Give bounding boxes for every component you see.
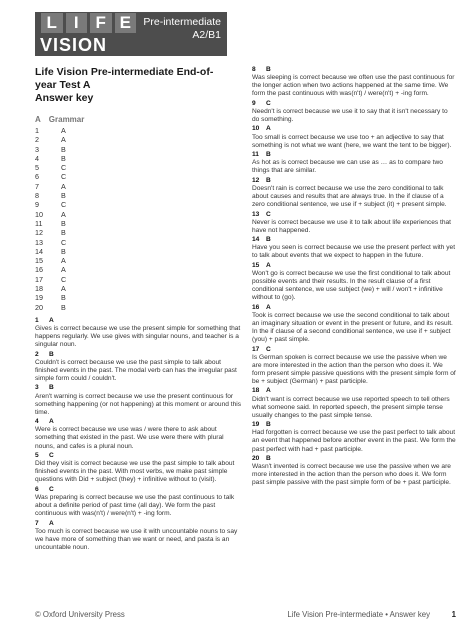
answer-header <box>35 486 245 494</box>
answer-letter: A <box>266 261 271 269</box>
page-number: 1 <box>451 610 456 619</box>
answer-letter: A <box>49 519 54 527</box>
grid-answer: A <box>61 265 66 275</box>
answer-header <box>252 346 456 354</box>
answer-explanation <box>35 317 245 349</box>
answer-header <box>35 351 245 359</box>
answer-explanation <box>35 418 245 450</box>
left-explanations <box>35 317 245 552</box>
answer-header <box>252 125 456 133</box>
question-number: 19 <box>252 421 260 429</box>
grid-answer: B <box>61 191 66 201</box>
answer-letter: A <box>266 125 271 133</box>
answer-header <box>35 520 245 528</box>
grid-answer: C <box>61 172 67 182</box>
answer-grid <box>35 126 245 312</box>
copyright: © Oxford University Press <box>35 610 125 619</box>
answer-header <box>35 418 245 426</box>
grid-number: 17 <box>35 274 43 284</box>
explanation-text: Doesn't rain is correct because we use the zero conditional to talk about causes and results that are always true. In the if clause of a zero conditional sentence, we use if + subject (it) + present simple. <box>252 184 447 209</box>
answer-explanation <box>252 66 456 98</box>
level-line1: Pre-intermediate <box>143 16 221 28</box>
grid-answer: B <box>61 218 66 228</box>
grid-answer: B <box>61 144 66 154</box>
grid-answer: A <box>61 256 66 266</box>
grid-number: 5 <box>35 163 39 173</box>
explanation-text: Did they visit is correct because we use the past simple to talk about finished events in the past. With most verbs, we make past simple questions with Did + subject (they) + infinitive without to (visit). <box>35 460 235 484</box>
grid-number: 20 <box>35 302 43 312</box>
answer-header <box>252 211 456 219</box>
answer-explanation <box>252 100 456 124</box>
logo-letter: E <box>115 13 137 33</box>
answer-explanation <box>252 346 456 386</box>
answer-letter: B <box>266 151 271 159</box>
question-number: 14 <box>252 236 260 244</box>
explanation-text: Wasn't invented is correct because we use the passive when we are more interested in the action than the person who does it. We form past simple passive with the past simple form of be + past participle. <box>252 463 451 487</box>
explanation-text: Needn't is correct because we use it to say that it isn't necessary to do something. <box>252 107 448 123</box>
explanation-text: Couldn't is correct because we use the past simple to talk about finished events in the past. The modal verb can has the irregular past simple form could / couldn't. <box>35 358 237 382</box>
answer-header <box>252 177 456 185</box>
answer-header <box>35 317 245 325</box>
header-banner <box>35 12 227 56</box>
answer-letter: C <box>49 452 54 459</box>
answer-explanation <box>35 486 245 518</box>
answer-explanation <box>35 452 245 484</box>
question-number: 20 <box>252 455 260 462</box>
grid-answer: A <box>61 284 66 294</box>
answer-header <box>252 304 456 312</box>
grid-number: 8 <box>35 191 39 201</box>
question-number: 10 <box>252 125 260 133</box>
question-number: 12 <box>252 176 260 184</box>
explanation-text: Never is correct because we use it to talk about life experiences that have not happened. <box>252 218 452 234</box>
grid-number: 9 <box>35 200 39 210</box>
answer-header <box>252 262 456 270</box>
answer-letter: A <box>266 387 271 395</box>
section-letter: A <box>35 115 41 124</box>
answer-explanation <box>252 387 456 419</box>
grid-answer: B <box>61 228 66 238</box>
section-name: Grammar <box>48 115 85 124</box>
answer-explanation <box>252 125 456 149</box>
answer-explanation <box>252 262 456 302</box>
explanation-text: Is German spoken is correct because we use the passive when we are more interested in the action than the person who does it. We form present simple passive questions with the present simple form of be + subject (German) + past participle. <box>252 353 456 385</box>
answer-header <box>252 100 456 108</box>
answer-header <box>252 455 456 463</box>
grid-number: 18 <box>35 284 43 294</box>
grid-answer: B <box>61 246 66 256</box>
logo-vision: VISION <box>40 35 108 55</box>
logo-letter: L <box>41 13 63 33</box>
grid-number: 2 <box>35 135 39 145</box>
answer-letter: B <box>49 350 54 358</box>
grid-answer: C <box>61 237 67 247</box>
title-line: Answer key <box>35 92 94 104</box>
answer-header <box>252 236 456 244</box>
logo-letter: F <box>90 13 112 33</box>
question-number: 2 <box>35 350 39 358</box>
answer-explanation <box>35 351 245 383</box>
document-title <box>35 66 245 105</box>
answer-letter: A <box>49 418 54 426</box>
question-number: 9 <box>252 99 256 107</box>
question-number: 18 <box>252 387 260 395</box>
explanation-text: Was sleeping is correct because we often use the past continuous for the longer action when two actions happened at the same time. We form the past continuous with was(n't) / were(n't) + -ing form. <box>252 74 455 98</box>
grid-answer: C <box>61 163 67 173</box>
grid-answer: B <box>61 293 66 303</box>
answer-letter: B <box>49 384 54 392</box>
answer-letter: B <box>266 236 271 244</box>
grid-answer: B <box>61 302 66 312</box>
grid-number: 11 <box>35 218 43 228</box>
answer-header <box>252 421 456 429</box>
grid-answer: A <box>61 209 66 219</box>
answer-letter: C <box>49 485 54 493</box>
logo-letter: I <box>66 13 88 33</box>
grid-number: 6 <box>35 172 39 182</box>
explanation-text: Won't go is correct because we use the first conditional to talk about possible events and their results. In the result clause of a first conditional sentence, we use subject (we) + will / won't + infinitive without to (go). <box>252 269 451 302</box>
grid-answer: B <box>61 153 66 163</box>
question-number: 3 <box>35 384 39 392</box>
answer-explanation <box>252 177 456 209</box>
grid-number: 16 <box>35 265 43 275</box>
answer-letter: C <box>266 210 271 218</box>
grid-number: 14 <box>35 246 43 256</box>
answer-explanation <box>252 455 456 487</box>
answer-explanation <box>252 151 456 175</box>
title-line: year Test A <box>35 79 91 91</box>
grid-number: 15 <box>35 256 43 266</box>
grid-answer: C <box>61 274 67 284</box>
question-number: 5 <box>35 452 39 459</box>
answer-explanation <box>252 421 456 453</box>
explanation-text: Have you seen is correct because we use the present perfect with yet to talk about events that we expect to happen in the future. <box>252 244 456 260</box>
question-number: 7 <box>35 519 39 527</box>
grid-number: 10 <box>35 209 43 219</box>
explanation-text: As hot as is correct because we can use as … as to compare two things that are similar. <box>252 159 443 175</box>
grid-number: 1 <box>35 126 39 135</box>
explanation-text: Didn't want is correct because we use reported speech to tell others what someone said. In reported speech, the present simple tense usually changes to the past simple tense. <box>252 395 450 419</box>
answer-letter: B <box>266 421 271 429</box>
question-number: 8 <box>252 66 256 73</box>
explanation-text: Too small is correct because we use too + an adjective to say that something is not what we want (here, we want the tent to be bigger). <box>252 133 452 149</box>
grid-answer: C <box>61 200 67 210</box>
section-heading <box>35 115 245 124</box>
explanation-text: Took is correct because we use the second conditional to talk about an imaginary situation or event in the present or future, and its result. In the if clause of a second conditional sentence, we use if + subject (you) + past simple. <box>252 311 453 344</box>
question-number: 6 <box>35 485 39 493</box>
answer-header <box>252 66 456 74</box>
grid-answer: A <box>61 181 66 191</box>
question-number: 1 <box>35 316 39 324</box>
grid-answer: A <box>61 126 66 135</box>
left-column <box>35 66 245 553</box>
question-number: 17 <box>252 345 260 353</box>
answer-letter: A <box>266 303 271 311</box>
answer-letter: C <box>266 99 271 107</box>
footer-product: Life Vision Pre-intermediate • Answer key <box>287 610 430 619</box>
question-number: 11 <box>252 151 259 159</box>
answer-letter: A <box>49 316 54 324</box>
question-number: 4 <box>35 418 39 426</box>
grid-answer: A <box>61 135 66 145</box>
level-label <box>143 16 221 42</box>
answer-letter: B <box>266 176 271 184</box>
grid-number: 4 <box>35 153 39 163</box>
answer-explanation <box>35 520 245 552</box>
explanation-text: Were is correct because we use was / were there to ask about something that existed in the past. We use were there with plural nouns, and cafes is a plural noun. <box>35 426 224 450</box>
right-column <box>252 66 456 489</box>
logo-life <box>41 13 139 35</box>
explanation-text: Too much is correct because we use it with uncountable nouns to say we have more of something than we want or need, and pasta is an uncountable noun. <box>35 527 238 551</box>
grid-number: 13 <box>35 237 43 247</box>
answer-explanation <box>252 236 456 260</box>
answer-header <box>35 384 245 392</box>
level-line2: A2/B1 <box>192 29 221 41</box>
grid-number: 3 <box>35 144 39 154</box>
answer-letter: C <box>266 345 271 353</box>
answer-header <box>252 387 456 395</box>
answer-letter: B <box>266 66 271 73</box>
question-number: 15 <box>252 261 260 269</box>
grid-number: 7 <box>35 181 39 191</box>
title-line: Life Vision Pre-intermediate End-of- <box>35 66 214 78</box>
explanation-text: Was preparing is correct because we use the past continuous to talk about a definite period of past time (all day). We form the past continuous with was(n't) / were(n't) + -ing form. <box>35 493 235 518</box>
answer-header <box>35 452 245 460</box>
answer-header <box>252 151 456 159</box>
explanation-text: Aren't warning is correct because we use the present continuous for something happening (or not happening) at this moment or around this time. <box>35 392 241 416</box>
question-number: 16 <box>252 303 260 311</box>
grid-number: 12 <box>35 228 43 238</box>
grid-number: 19 <box>35 293 43 303</box>
question-number: 13 <box>252 210 260 218</box>
answer-explanation <box>35 384 245 416</box>
explanation-text: Gives is correct because we use the present simple for something that happens regularly. We use gives with singular nouns, and teacher is a singular noun. <box>35 325 241 349</box>
explanation-text: Had forgotten is correct because we use the past perfect to talk about an event that happened before another event in the past. We form the past perfect with had + past participle. <box>252 429 456 453</box>
answer-letter: B <box>266 455 271 462</box>
answer-explanation <box>252 211 456 235</box>
answer-explanation <box>252 304 456 344</box>
